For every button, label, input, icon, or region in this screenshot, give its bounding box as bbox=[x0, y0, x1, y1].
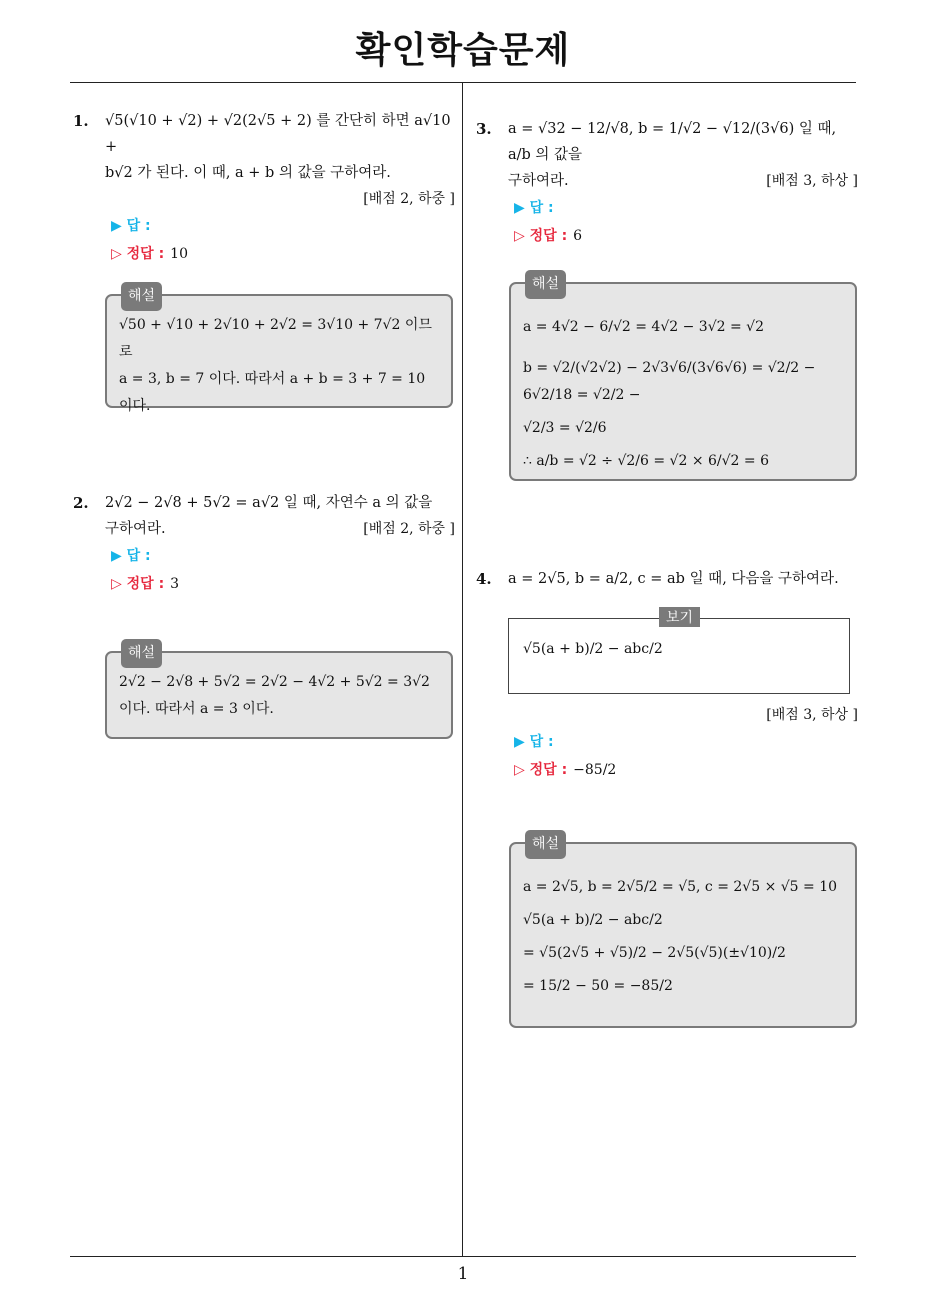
play-icon: ▶ 답 : bbox=[111, 218, 151, 234]
page-number: 1 bbox=[457, 1264, 469, 1284]
question-line: 구하여라. bbox=[508, 173, 569, 189]
play-icon: ▶ 답 : bbox=[111, 548, 151, 564]
solution-line: = 15/2 − 50 = −85/2 bbox=[523, 978, 673, 994]
correct-answer bbox=[514, 756, 858, 784]
problem-number: 2. bbox=[73, 494, 89, 512]
problem-2 bbox=[73, 490, 455, 598]
bogi-tag: 보기 bbox=[659, 607, 700, 627]
solution-line: 이다. bbox=[119, 398, 151, 414]
solution-box-1 bbox=[105, 288, 453, 414]
solution-tag: 해설 bbox=[525, 270, 566, 299]
bottom-rule bbox=[70, 1256, 856, 1257]
solution-line: = √5(2√5 + √5)/2 − 2√5(√5)(±√10)/2 bbox=[523, 945, 786, 961]
answer-label bbox=[514, 728, 858, 756]
solution-tag: 해설 bbox=[121, 282, 162, 311]
play-outline-icon: ▷ 정답 : bbox=[111, 576, 165, 592]
correct-answer bbox=[111, 570, 455, 598]
correct-answer bbox=[111, 240, 455, 268]
problem-3 bbox=[476, 116, 858, 250]
solution-line: a = 3, b = 7 이다. 따라서 a + b = 3 + 7 = 10 bbox=[119, 371, 426, 387]
play-outline-icon: ▷ 정답 : bbox=[514, 228, 568, 244]
bogi-expression: √5(a + b)/2 − abc/2 bbox=[523, 641, 663, 657]
answer-label bbox=[111, 542, 455, 570]
score-label: [배점 3, 하상 ] bbox=[766, 173, 858, 189]
correct-answer bbox=[514, 222, 858, 250]
play-icon: ▶ 답 : bbox=[514, 734, 554, 750]
solution-line: √5(a + b)/2 − abc/2 bbox=[523, 912, 663, 928]
solution-line: 2√2 − 2√8 + 5√2 = 2√2 − 4√2 + 5√2 = 3√2 bbox=[119, 674, 430, 690]
answer-label bbox=[514, 194, 858, 222]
solution-line: 이다. 따라서 a = 3 이다. bbox=[119, 701, 274, 717]
play-icon: ▶ 답 : bbox=[514, 200, 554, 216]
top-rule bbox=[70, 82, 856, 83]
problem-1 bbox=[73, 108, 455, 268]
problem-number: 3. bbox=[476, 120, 492, 138]
score-label: [배점 2, 하중 ] bbox=[363, 521, 455, 537]
page-title: 확인학습문제 bbox=[355, 30, 571, 71]
problem-4-answers bbox=[508, 702, 858, 784]
question-line: 2√2 − 2√8 + 5√2 = a√2 일 때, 자연수 a 의 값을 bbox=[105, 495, 433, 511]
bogi-box bbox=[508, 610, 850, 694]
solution-box-4 bbox=[509, 836, 857, 1028]
score-label: [배점 2, 하중 ] bbox=[363, 191, 455, 207]
question-line: √5(√10 + √2) + √2(2√5 + 2) 를 간단히 하면 a√10 + bbox=[105, 113, 451, 155]
solution-tag: 해설 bbox=[121, 639, 162, 668]
solution-box-3 bbox=[509, 276, 857, 481]
correct-answer-value: 3 bbox=[170, 576, 180, 592]
problem-4 bbox=[476, 566, 858, 592]
solution-tag: 해설 bbox=[525, 830, 566, 859]
play-outline-icon: ▷ 정답 : bbox=[111, 246, 165, 262]
question-line: a = 2√5, b = a/2, c = ab 일 때, 다음을 구하여라. bbox=[508, 571, 839, 587]
question-line: b√2 가 된다. 이 때, a + b 의 값을 구하여라. bbox=[105, 165, 391, 181]
problem-number: 4. bbox=[476, 570, 492, 588]
solution-line: a = 4√2 − 6/√2 = 4√2 − 3√2 = √2 bbox=[523, 319, 764, 335]
correct-answer-value: 6 bbox=[573, 228, 583, 244]
solution-line: ∴ a/b = √2 ÷ √2/6 = √2 × 6/√2 = 6 bbox=[523, 453, 770, 469]
answer-label bbox=[111, 212, 455, 240]
problem-number: 1. bbox=[73, 112, 89, 130]
play-outline-icon: ▷ 정답 : bbox=[514, 762, 568, 778]
solution-box-2 bbox=[105, 645, 453, 739]
solution-line: b = √2/(√2√2) − 2√3√6/(3√6√6) = √2/2 − 6√2/18 = √2/2 − bbox=[523, 360, 816, 403]
column-divider bbox=[462, 83, 463, 1256]
score-label: [배점 3, 하상 ] bbox=[766, 707, 858, 723]
question-line: 구하여라. bbox=[105, 521, 166, 537]
correct-answer-value: −85/2 bbox=[573, 762, 617, 778]
solution-line: √2/3 = √2/6 bbox=[523, 420, 607, 436]
solution-line: √50 + √10 + 2√10 + 2√2 = 3√10 + 7√2 이므로 bbox=[119, 317, 432, 360]
correct-answer-value: 10 bbox=[170, 246, 188, 262]
question-line: a = √32 − 12/√8, b = 1/√2 − √12/(3√6) 일 때, a/b 의 값을 bbox=[508, 121, 837, 163]
solution-line: a = 2√5, b = 2√5/2 = √5, c = 2√5 × √5 = 10 bbox=[523, 879, 838, 895]
